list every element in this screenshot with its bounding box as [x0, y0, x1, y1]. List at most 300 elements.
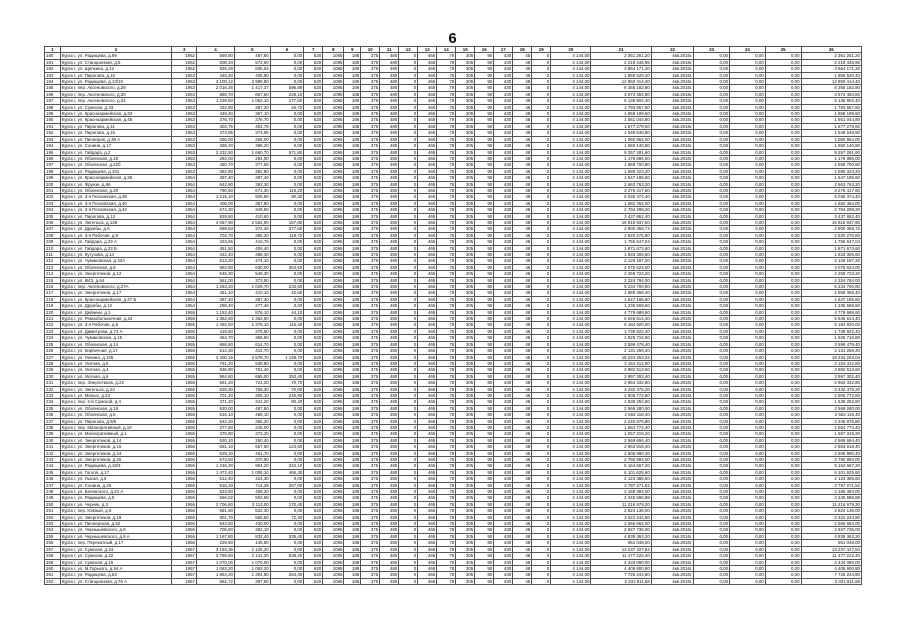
- table-cell: 0,00: [730, 143, 766, 149]
- table-cell: 188: [344, 232, 361, 238]
- table-cell: 0,00: [694, 309, 730, 315]
- table-cell: 375: [361, 168, 380, 174]
- table-cell: 430: [494, 476, 513, 482]
- table-cell: 305: [456, 392, 475, 398]
- table-cell: 465: [418, 514, 437, 520]
- table-cell: 0: [399, 578, 418, 584]
- address-cell: Курск г, пер. Аксеновского, д.28: [60, 85, 172, 91]
- table-cell: 1 869 358,40: [801, 290, 861, 296]
- table-cell: 1953: [172, 79, 197, 85]
- table-cell: 1954: [172, 181, 197, 187]
- table-cell: 0,00: [270, 546, 304, 552]
- address-cell: Курск г, ул. Обоянская, д.20: [60, 187, 172, 193]
- table-cell: 305: [456, 290, 475, 296]
- table-cell: 305: [456, 405, 475, 411]
- table-cell: 0: [532, 149, 551, 155]
- table-cell: 0: [399, 457, 418, 463]
- table-cell: 465: [418, 578, 437, 584]
- table-cell: 5 646 614,40: [801, 316, 861, 322]
- table-cell: 78: [437, 207, 456, 213]
- table-cell: 188: [344, 399, 361, 405]
- table-cell: 48: [513, 155, 532, 161]
- address-cell: Курск г, ул. Обоянская, д.15: [60, 405, 172, 411]
- table-cell: 1 677 279,60: [801, 123, 861, 129]
- table-cell: 256,00: [234, 136, 270, 142]
- table-cell: 620: [304, 533, 323, 539]
- table-cell: 0,00: [765, 226, 801, 232]
- table-cell: 1954: [172, 200, 197, 206]
- table-cell: 1952: [172, 66, 197, 72]
- table-cell: 0: [399, 245, 418, 251]
- table-cell: 242: [45, 450, 61, 456]
- table-cell: 0: [532, 207, 551, 213]
- table-cell: 0,00: [765, 328, 801, 334]
- table-cell: 0: [532, 284, 551, 290]
- table-cell: 0: [399, 424, 418, 430]
- table-cell: 0: [532, 463, 551, 469]
- table-cell: 0: [532, 476, 551, 482]
- table-cell: 48: [513, 277, 532, 283]
- table-cell: 1095: [323, 91, 344, 97]
- table-cell: 0,00: [730, 463, 766, 469]
- table-cell: 1095: [323, 553, 344, 559]
- table-cell: 480: [380, 130, 399, 136]
- table-cell: 0,00: [765, 162, 801, 168]
- table-cell: 0,00: [694, 373, 730, 379]
- table-cell: 0,00: [270, 168, 304, 174]
- table-cell: 465: [418, 322, 437, 328]
- table-cell: 4кв.2016г.: [651, 578, 693, 584]
- table-cell: 829,60: [196, 213, 234, 219]
- table-cell: 0,00: [694, 495, 730, 501]
- table-cell: 4 779 689,60: [591, 309, 651, 315]
- table-cell: 465: [418, 258, 437, 264]
- table-cell: 4кв.2016г.: [651, 85, 693, 91]
- table-cell: 1095: [323, 521, 344, 527]
- table-cell: 305: [456, 168, 475, 174]
- table-cell: 430,00: [234, 521, 270, 527]
- table-cell: 430: [494, 457, 513, 463]
- table-cell: 48: [513, 367, 532, 373]
- table-cell: 0,00: [730, 72, 766, 78]
- table-cell: 375: [361, 59, 380, 65]
- table-cell: 245,00: [234, 424, 270, 430]
- table-cell: 0,00: [765, 463, 801, 469]
- table-cell: 4кв.2016г.: [651, 437, 693, 443]
- table-cell: 480: [380, 380, 399, 386]
- table-cell: 545,30: [196, 271, 234, 277]
- table-cell: 1095: [323, 143, 344, 149]
- table-cell: 3 882 513,60: [591, 367, 651, 373]
- table-cell: 620: [304, 482, 323, 488]
- table-cell: 90: [475, 463, 494, 469]
- table-cell: 681,50: [196, 508, 234, 514]
- table-cell: 620: [304, 232, 323, 238]
- table-cell: 0,00: [765, 540, 801, 546]
- table-cell: 78: [437, 360, 456, 366]
- table-cell: 4кв.2016г.: [651, 322, 693, 328]
- table-cell: 430: [494, 508, 513, 514]
- table-cell: 0: [399, 431, 418, 437]
- table-cell: 48: [513, 149, 532, 155]
- table-cell: 406,40: [234, 245, 270, 251]
- table-cell: 78: [437, 296, 456, 302]
- table-cell: 2 864 332,80: [591, 380, 651, 386]
- table-cell: 192: [45, 130, 61, 136]
- table-cell: 0: [532, 316, 551, 322]
- table-cell: 0,00: [694, 143, 730, 149]
- table-cell: 1095: [323, 155, 344, 161]
- table-cell: 951 048,00: [591, 540, 651, 546]
- table-cell: 1 677 279,60: [591, 123, 651, 129]
- table-cell: 224: [45, 335, 61, 341]
- table-cell: 305: [456, 380, 475, 386]
- table-cell: 90: [475, 149, 494, 155]
- table-cell: 461,70: [234, 450, 270, 456]
- table-cell: 78: [437, 284, 456, 290]
- table-cell: 0,00: [270, 181, 304, 187]
- table-cell: 620: [304, 264, 323, 270]
- table-cell: 1 263,20: [196, 284, 234, 290]
- table-cell: 480: [380, 335, 399, 341]
- table-cell: 376,70: [196, 117, 234, 123]
- table-cell: 0,00: [694, 252, 730, 258]
- table-cell: 520: [304, 53, 323, 59]
- table-cell: 1095: [323, 386, 344, 392]
- table-cell: 4 144,00: [551, 424, 591, 430]
- table-cell: 2 324 784,00: [591, 277, 651, 283]
- table-cell: 4 405 900,80: [591, 565, 651, 571]
- table-cell: 465: [418, 59, 437, 65]
- table-cell: 480: [380, 348, 399, 354]
- table-cell: 465: [418, 380, 437, 386]
- table-cell: 596,89: [270, 85, 304, 91]
- table-cell: 465: [418, 316, 437, 322]
- table-cell: 375: [361, 521, 380, 527]
- table-cell: 0,00: [730, 437, 766, 443]
- table-cell: 0: [399, 553, 418, 559]
- table-cell: 1955: [172, 386, 197, 392]
- table-cell: 691,20: [196, 380, 234, 386]
- table-cell: 0: [532, 546, 551, 552]
- table-cell: 0: [532, 437, 551, 443]
- table-cell: 0,00: [730, 59, 766, 65]
- table-cell: 48: [513, 431, 532, 437]
- address-cell: Курск г, ул. Пирогова, д.9/5: [60, 418, 172, 424]
- table-cell: 620: [304, 495, 323, 501]
- table-cell: 0,00: [270, 66, 304, 72]
- table-cell: 1 167,80: [196, 533, 234, 539]
- table-cell: 1956: [172, 457, 197, 463]
- table-cell: 465: [418, 226, 437, 232]
- table-cell: 4 400,16: [196, 354, 234, 360]
- table-cell: 305: [456, 540, 475, 546]
- table-cell: 0,00: [694, 437, 730, 443]
- table-cell: 48: [513, 168, 532, 174]
- column-number: 2: [60, 47, 172, 53]
- table-cell: 0,00: [270, 239, 304, 245]
- table-cell: 0: [532, 514, 551, 520]
- table-cell: 245: [45, 469, 61, 475]
- table-cell: 200: [45, 181, 61, 187]
- table-cell: 375: [361, 175, 380, 181]
- table-cell: 0,00: [270, 143, 304, 149]
- table-cell: 305: [456, 53, 475, 59]
- table-cell: 4кв.2016г.: [651, 335, 693, 341]
- table-cell: 442,40: [196, 252, 234, 258]
- table-cell: 0,00: [694, 59, 730, 65]
- table-cell: 90,40: [270, 399, 304, 405]
- address-cell: Курск г, ул. Дружбы, д.6: [60, 226, 172, 232]
- table-cell: 0,00: [730, 264, 766, 270]
- table-cell: 465: [418, 354, 437, 360]
- table-cell: 445,40: [196, 72, 234, 78]
- table-cell: 430: [494, 219, 513, 225]
- table-cell: 0,00: [270, 521, 304, 527]
- table-cell: 4кв.2016г.: [651, 328, 693, 334]
- table-cell: 0,00: [765, 521, 801, 527]
- table-cell: 0: [532, 380, 551, 386]
- table-cell: 305: [456, 335, 475, 341]
- table-cell: 0,00: [730, 284, 766, 290]
- table-cell: 305: [456, 533, 475, 539]
- table-cell: 465: [418, 482, 437, 488]
- table-cell: 188: [344, 418, 361, 424]
- table-cell: 0,00: [694, 226, 730, 232]
- table-cell: 430: [494, 328, 513, 334]
- table-cell: 4 144,00: [551, 476, 591, 482]
- table-cell: 1 215,10: [196, 194, 234, 200]
- table-cell: 430: [494, 187, 513, 193]
- table-cell: 0,00: [270, 437, 304, 443]
- table-cell: 0,00: [270, 245, 304, 251]
- table-cell: 375: [361, 527, 380, 533]
- table-cell: 465: [418, 309, 437, 315]
- table-cell: 375: [361, 501, 380, 507]
- address-cell: Курск г, ул. Белинского, д.23 А: [60, 489, 172, 495]
- table-cell: 188: [344, 104, 361, 110]
- table-cell: 0,00: [270, 271, 304, 277]
- table-cell: 0,00: [694, 354, 730, 360]
- table-cell: 90: [475, 162, 494, 168]
- table-cell: 4 144,00: [551, 482, 591, 488]
- table-cell: 90: [475, 418, 494, 424]
- table-cell: 2 999,80: [234, 79, 270, 85]
- table-cell: 790,60: [196, 187, 234, 193]
- table-cell: 430: [494, 277, 513, 283]
- table-cell: 0,00: [765, 322, 801, 328]
- address-cell: Курск г, ул. Гайдара, д.23 А: [60, 239, 172, 245]
- table-cell: 0,00: [765, 123, 801, 129]
- table-cell: 3 882 513,60: [801, 367, 861, 373]
- table-cell: 0: [399, 258, 418, 264]
- table-cell: 305: [456, 514, 475, 520]
- table-cell: 4кв.2016г.: [651, 213, 693, 219]
- table-cell: 5 035 374,40: [591, 194, 651, 200]
- table-cell: 0: [532, 194, 551, 200]
- table-cell: 0: [399, 316, 418, 322]
- table-cell: 1 236 569,60: [801, 303, 861, 309]
- table-cell: 465: [418, 296, 437, 302]
- table-cell: 188: [344, 175, 361, 181]
- table-cell: 430: [494, 213, 513, 219]
- table-cell: 465: [418, 565, 437, 571]
- table-cell: 1095: [323, 226, 344, 232]
- table-cell: 0,00: [765, 239, 801, 245]
- table-cell: 0,00: [694, 546, 730, 552]
- table-cell: 226: [45, 348, 61, 354]
- table-cell: 4кв.2016г.: [651, 181, 693, 187]
- table-cell: 188: [344, 565, 361, 571]
- table-cell: 0: [399, 469, 418, 475]
- table-cell: 0,00: [765, 316, 801, 322]
- table-cell: 375: [361, 79, 380, 85]
- table-cell: 0: [532, 354, 551, 360]
- table-cell: 465: [418, 386, 437, 392]
- table-cell: 375: [361, 463, 380, 469]
- table-cell: 0: [532, 303, 551, 309]
- table-cell: 199: [45, 175, 61, 181]
- table-cell: 1 650 140,80: [591, 143, 651, 149]
- table-cell: 78: [437, 553, 456, 559]
- address-cell: Курск г, ул. КИЗ, д.64: [60, 277, 172, 283]
- table-cell: 4кв.2016г.: [651, 572, 693, 578]
- table-cell: 78: [437, 303, 456, 309]
- table-cell: 0: [532, 521, 551, 527]
- table-cell: 0,00: [765, 380, 801, 386]
- table-cell: 2 361 251,20: [591, 53, 651, 59]
- table-cell: 465: [418, 72, 437, 78]
- table-cell: 214: [45, 271, 61, 277]
- table-cell: 2 126 187,20: [591, 258, 651, 264]
- table-cell: 1095: [323, 546, 344, 552]
- table-cell: 4 779 689,60: [801, 309, 861, 315]
- table-cell: 0,00: [730, 469, 766, 475]
- table-cell: 13 237 427,84: [801, 546, 861, 552]
- table-cell: 1954: [172, 277, 197, 283]
- table-cell: 1095: [323, 296, 344, 302]
- table-cell: 244: [45, 463, 61, 469]
- table-cell: 614,70: [234, 341, 270, 347]
- table-cell: 1953: [172, 168, 197, 174]
- table-cell: 397,90: [234, 578, 270, 584]
- table-cell: 45: [513, 53, 532, 59]
- table-cell: 375: [361, 405, 380, 411]
- table-cell: 0,00: [270, 450, 304, 456]
- table-cell: 1095: [323, 431, 344, 437]
- table-cell: 0,00: [765, 431, 801, 437]
- table-cell: 1954: [172, 213, 197, 219]
- table-cell: 1095: [323, 271, 344, 277]
- table-cell: 465: [418, 463, 437, 469]
- table-cell: 16 815 937,60: [591, 219, 651, 225]
- table-cell: 78: [437, 213, 456, 219]
- table-cell: 480: [380, 85, 399, 91]
- table-cell: 0: [532, 527, 551, 533]
- table-cell: 0,00: [694, 392, 730, 398]
- table-cell: 167,80: [270, 219, 304, 225]
- table-cell: 1095: [323, 162, 344, 168]
- table-cell: 0: [532, 508, 551, 514]
- table-cell: 480: [380, 155, 399, 161]
- table-cell: 480: [380, 399, 399, 405]
- table-cell: 1955: [172, 360, 197, 366]
- table-cell: 341,20: [234, 399, 270, 405]
- table-cell: 2 905 772,80: [591, 392, 651, 398]
- table-cell: 241: [45, 444, 61, 450]
- table-cell: 90: [475, 284, 494, 290]
- table-cell: 0: [399, 495, 418, 501]
- table-cell: 388,40: [234, 252, 270, 258]
- table-cell: 90: [475, 316, 494, 322]
- table-cell: 188: [344, 149, 361, 155]
- table-cell: 0: [532, 328, 551, 334]
- table-cell: 4кв.2016г.: [651, 341, 693, 347]
- table-cell: 1953: [172, 123, 197, 129]
- table-cell: 1956: [172, 482, 197, 488]
- table-cell: 0: [532, 79, 551, 85]
- table-cell: 0: [532, 450, 551, 456]
- table-cell: 78: [437, 463, 456, 469]
- table-cell: 465: [418, 194, 437, 200]
- table-cell: 430: [494, 239, 513, 245]
- table-cell: 2 905 772,80: [801, 392, 861, 398]
- table-cell: 209: [45, 239, 61, 245]
- address-cell: Курск г, ул. Чумаковская, д.33А: [60, 258, 172, 264]
- table-cell: 430: [494, 514, 513, 520]
- table-cell: 188: [344, 444, 361, 450]
- table-cell: 372,40: [234, 226, 270, 232]
- table-cell: 0,00: [765, 149, 801, 155]
- table-cell: 620: [304, 59, 323, 65]
- table-cell: 480: [380, 290, 399, 296]
- table-cell: 4 144,00: [551, 508, 591, 514]
- table-cell: 1095: [323, 79, 344, 85]
- table-cell: 4 144,00: [551, 463, 591, 469]
- table-cell: 236: [45, 412, 61, 418]
- table-cell: 465: [418, 392, 437, 398]
- table-cell: 4 144,00: [551, 194, 591, 200]
- table-cell: 0: [532, 290, 551, 296]
- table-cell: 480: [380, 559, 399, 565]
- table-cell: 620: [304, 111, 323, 117]
- table-cell: 480: [380, 578, 399, 584]
- table-cell: 0,00: [694, 431, 730, 437]
- table-cell: 1955: [172, 399, 197, 405]
- table-cell: 0,00: [730, 117, 766, 123]
- table-cell: 430: [494, 380, 513, 386]
- table-cell: 4кв.2016г.: [651, 540, 693, 546]
- table-cell: 480: [380, 213, 399, 219]
- table-cell: 465: [418, 111, 437, 117]
- table-cell: 1956: [172, 469, 197, 475]
- table-cell: 964,60: [196, 373, 234, 379]
- table-cell: 188: [344, 348, 361, 354]
- table-cell: 188: [344, 495, 361, 501]
- table-cell: 78: [437, 501, 456, 507]
- table-cell: 4кв.2016г.: [651, 111, 693, 117]
- table-cell: 0,00: [765, 482, 801, 488]
- table-cell: 0,00: [765, 450, 801, 456]
- table-cell: 2 169 384,00: [591, 489, 651, 495]
- table-cell: 465: [418, 444, 437, 450]
- table-cell: 48: [513, 232, 532, 238]
- table-cell: 620: [304, 130, 323, 136]
- table-cell: 620: [304, 469, 323, 475]
- table-cell: 0: [399, 59, 418, 65]
- table-cell: 70,70: [270, 380, 304, 386]
- table-cell: 0: [399, 213, 418, 219]
